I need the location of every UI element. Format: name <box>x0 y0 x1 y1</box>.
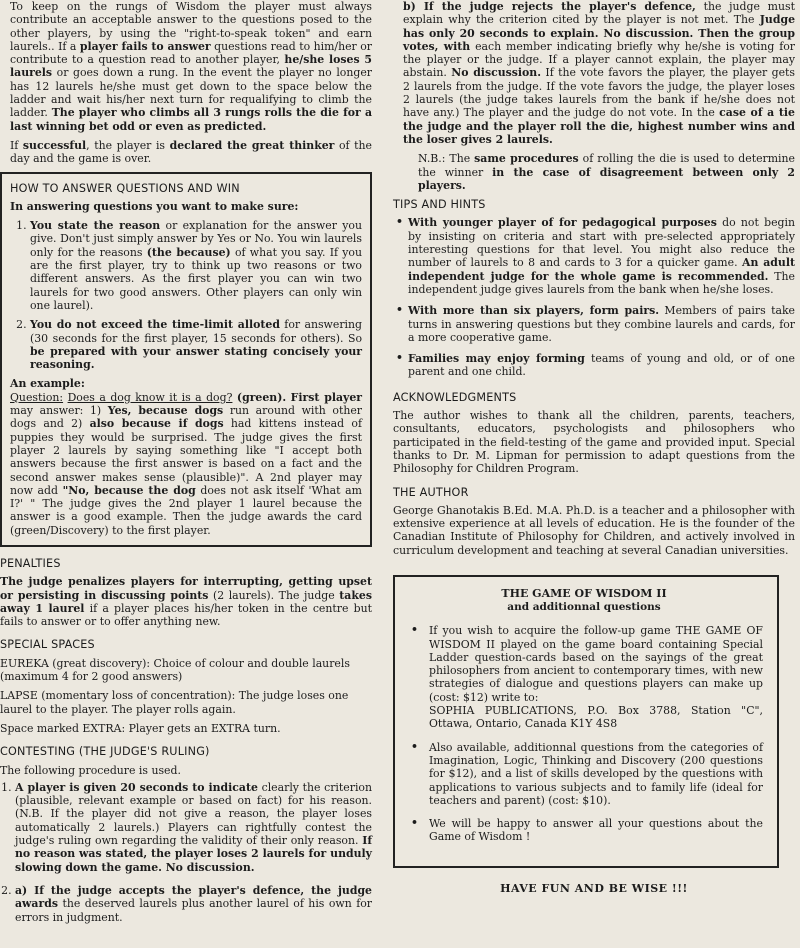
text: If no reason was stated, the player loses 2 laurels for unduly slowing down the game. No discussion. <box>15 834 372 874</box>
text: Members of pairs take turns in answering questions but they combine laurels and cards, for a more cooperative game. <box>408 304 795 344</box>
text: If you wish to acquire the follow-up game THE GAME OF WISDOM II played on the game board containing Special Ladder question-cards based on the sayings of the great philosophers from ancient to contemporary times, with new strategies of dialogue and questions players can make up (cost: $12) write to: <box>429 624 763 704</box>
penalties-section <box>0 557 372 924</box>
text: The independent judge gives laurels from the bank when he/she loses. <box>408 269 795 296</box>
text: You do not exceed the time-limit alloted <box>30 318 280 332</box>
text: questions read to him/her or contribute to a question read to another player, <box>10 39 372 67</box>
text: Does a dog know it is a dog? <box>67 390 233 404</box>
judge-rejects-paragraph <box>393 0 795 146</box>
text: First player <box>290 390 363 404</box>
text: "No, because the dog <box>62 483 196 497</box>
lapse-definition <box>0 689 372 716</box>
list-item <box>393 304 795 344</box>
section-heading: ACKNOWLEDGMENTS <box>393 390 517 404</box>
text: successful <box>22 138 87 152</box>
box-title: THE GAME OF WISDOM II <box>501 586 667 600</box>
text: The judge penalizes players for interrupting, getting upset or persisting in discussing points <box>0 575 372 602</box>
bullet-icon: • <box>396 303 403 317</box>
text: do not begin by insisting on criteria and start with pre-selected appropriately interesting questions for that level. You might also reduce the number of laurels to 8 and cards to 3 for a quicker game. <box>408 216 795 270</box>
section-heading: HOW TO ANSWER QUESTIONS AND WIN <box>10 181 240 195</box>
acknowledgments-paragraph: The author wishes to thank all the children, parents, teachers, consultants, educators, psychologists and philosophers who participated in the field-testing of the game and provided input. Special thanks to Dr. M. Lipman for permission to adapt questions from the Philosophy for Children Program. <box>393 409 795 476</box>
intro-section <box>0 0 372 166</box>
text: (green). <box>236 390 287 404</box>
text: LAPSE <box>0 689 38 703</box>
text: , the player is <box>86 138 170 152</box>
text: Question: <box>10 390 64 404</box>
list-item <box>15 884 372 924</box>
tips-list <box>393 216 795 378</box>
text: You state the reason <box>30 219 161 233</box>
text: case of a tie the judge and the player roll the die, highest number wins and the loser gives 2 laurels. <box>403 106 795 146</box>
text: A player is given 20 seconds to indicate <box>15 780 258 794</box>
text: N.B.: The <box>418 152 475 166</box>
text: clearly the criterion (plausible, relevant example or based on fact) for his reason. (N.B. If the player did not give a reason, the player loses automatically 2 laurels.) Players can rightfully contest the judge's ruling own regarding the validity of their only reason. <box>15 780 372 848</box>
text: run around with other dogs and 2) <box>10 404 362 431</box>
text: Also available, additionnal questions from the categories of Imagination, Logic, Thinking and Discovery (200 questions for $12), and a list of skills developed by the questions with applications to various subjects and to family life (ideal for teachers and parent) (cost: $10). <box>429 740 763 807</box>
lead-text: The following procedure is used. <box>0 763 181 777</box>
section-heading: TIPS AND HINTS <box>393 198 486 212</box>
text: takes away 1 laurel <box>0 588 372 615</box>
list-item <box>15 781 372 874</box>
nb-paragraph <box>393 152 795 192</box>
text: We will be happy to answer all your questions about the Game of Wisdom ! <box>429 817 763 844</box>
section-heading: SPECIAL SPACES <box>0 638 95 652</box>
text: if a player places his/her token in the centre but fails to answer or to offer anything new. <box>0 601 372 629</box>
text: does not ask itself 'What am I?' " The judge gives the 2nd player 1 laurel because the answer is a good example. Then the judge awards the card (green/Discovery) to the first player. <box>10 483 362 537</box>
extra-definition: Space marked EXTRA: Player gets an EXTRA turn. <box>0 721 281 735</box>
box-list <box>405 624 763 843</box>
text: may answer: 1) <box>10 404 108 418</box>
text: If <box>10 138 23 152</box>
text: the deserved laurels plus another laurel of his own for errors in judgment. <box>15 897 372 924</box>
signoff: HAVE FUN AND BE WISE !!! <box>500 881 688 895</box>
text: No discussion. <box>451 66 542 80</box>
text: the judge must explain why the criterion cited by the player is not met. The <box>403 0 795 27</box>
rules-list <box>10 219 362 371</box>
text: of what you say. If you are the first player, try to think up two reasons or two different answers. As the first player you can win two laurels for two good answers. Other players can only win one laurel). <box>30 245 363 312</box>
text: If the vote favors the player, the player gets 2 laurels from the judge. If the vote favors the judge, the player loses 2 laurels (the judge takes laurels from the bank if he/she does not have any.) The player and the judge do not vote. In the <box>403 66 796 120</box>
contest-list <box>0 781 372 924</box>
text: or explanation for the answer you give. Don't just simply answer by Yes or No. You win laurels only for the reasons <box>30 219 362 259</box>
text: b) If the judge rejects the player's defence, <box>403 0 696 13</box>
list-item <box>30 318 362 371</box>
bullet-icon: • <box>411 739 418 753</box>
section-heading: CONTESTING (THE JUDGE'S RULING) <box>0 745 210 759</box>
section-heading: THE AUTHOR <box>393 485 469 499</box>
lead-text: In answering questions you want to make sure: <box>10 199 299 213</box>
author-paragraph: George Ghanotakis B.Ed. M.A. Ph.D. is a teacher and a philosopher with extensive experience at all levels of education. He is the founder of the Canadian Institute of Philosophy for Children, and actively involved in curriculum development and teaching at several Canadian universities. <box>393 503 795 557</box>
text: teams of young and old, or of one parent and one child. <box>408 352 795 379</box>
wisdom-ii-box <box>393 575 779 868</box>
text: each member indicating briefly why he/she is voting for the player or the judge. If a player cannot explain, the player may abstain. <box>403 39 795 80</box>
example-paragraph <box>10 391 362 537</box>
list-item <box>405 817 763 844</box>
text: With more than six players, form pairs. <box>408 304 660 318</box>
address: SOPHIA PUBLICATIONS, P.O. Box 3788, Station "C", Ottawa, Ontario, Canada K1Y 4S8 <box>429 704 763 731</box>
text: in the case of disagreement between only 2 players. <box>418 165 795 192</box>
text: Families may enjoy forming <box>408 352 585 366</box>
box-subtitle: and additionnal questions <box>507 600 661 613</box>
text: or goes down a rung. In the event the player no longer has 12 laurels he/she must get down to the space below the ladder and wait his/her next turn for requalifying to climb the ladder. <box>10 66 372 120</box>
text: of the day and the game is over. <box>10 138 372 166</box>
text: (momentary loss of concentration): The judge loses one laurel to the player. The player rolls again. <box>0 689 349 716</box>
text: (great discovery): Choice of colour and double laurels (maximum 4 for 2 good answers) <box>0 656 350 684</box>
text: (2 laurels). The judge <box>208 588 340 602</box>
section-heading: PENALTIES <box>0 556 61 570</box>
bullet-icon: • <box>396 351 403 365</box>
text: EUREKA <box>0 656 49 670</box>
text: (the because) <box>146 245 231 259</box>
intro-paragraph <box>10 0 372 133</box>
text: The player who climbs all 3 rungs rolls the die for a last winning bet odd or even as predicted. <box>10 106 373 133</box>
bullet-icon: • <box>396 215 403 229</box>
how-to-answer-box <box>0 172 372 547</box>
success-paragraph <box>10 139 372 166</box>
list-item <box>393 216 795 296</box>
eureka-definition <box>0 657 372 684</box>
bullet-icon: • <box>411 623 418 637</box>
list-item <box>30 219 362 312</box>
text: a) If the judge accepts the player's defence, the judge awards <box>15 883 372 911</box>
text: same procedures <box>474 152 579 166</box>
list-item <box>405 624 763 730</box>
example-title: An example: <box>10 377 85 391</box>
text: of rolling the die is used to determine the winner <box>418 152 795 179</box>
bullet-icon: • <box>411 816 418 830</box>
right-column <box>393 0 795 895</box>
list-item <box>393 352 795 379</box>
text: To keep on the rungs of Wisdom the player must always contribute an acceptable answer to the questions posed to the other players, by using the "right-to-speak token" and earn laurels.. If a <box>10 0 372 53</box>
text: be prepared with your answer stating concisely your reasoning. <box>30 344 362 372</box>
list-item <box>405 741 763 807</box>
left-column <box>0 0 372 930</box>
text: he/she loses 5 laurels <box>10 53 372 80</box>
text: declared the great thinker <box>169 138 335 152</box>
text: player fails to answer <box>79 39 211 53</box>
text: Judge has only 20 seconds to explain. No discussion. Then the group votes, with <box>403 13 795 53</box>
text: Yes, because dogs <box>107 404 224 418</box>
text: With younger player of for pedagogical purposes <box>408 216 717 230</box>
text: had kittens instead of puppies they would be surprised. The judge gives the first player 2 laurels by saying something like "I accept both answers because the first answer is based on a fact and the second answer makes sense (plausible)". A 2nd player may now add <box>10 417 363 497</box>
text: An adult independent judge for the whole game is recommended. <box>408 256 795 283</box>
text: for answering (30 seconds for the first player, 15 seconds for others). So <box>30 318 362 345</box>
text: also because if dogs <box>89 417 224 431</box>
penalties-paragraph <box>0 575 372 628</box>
